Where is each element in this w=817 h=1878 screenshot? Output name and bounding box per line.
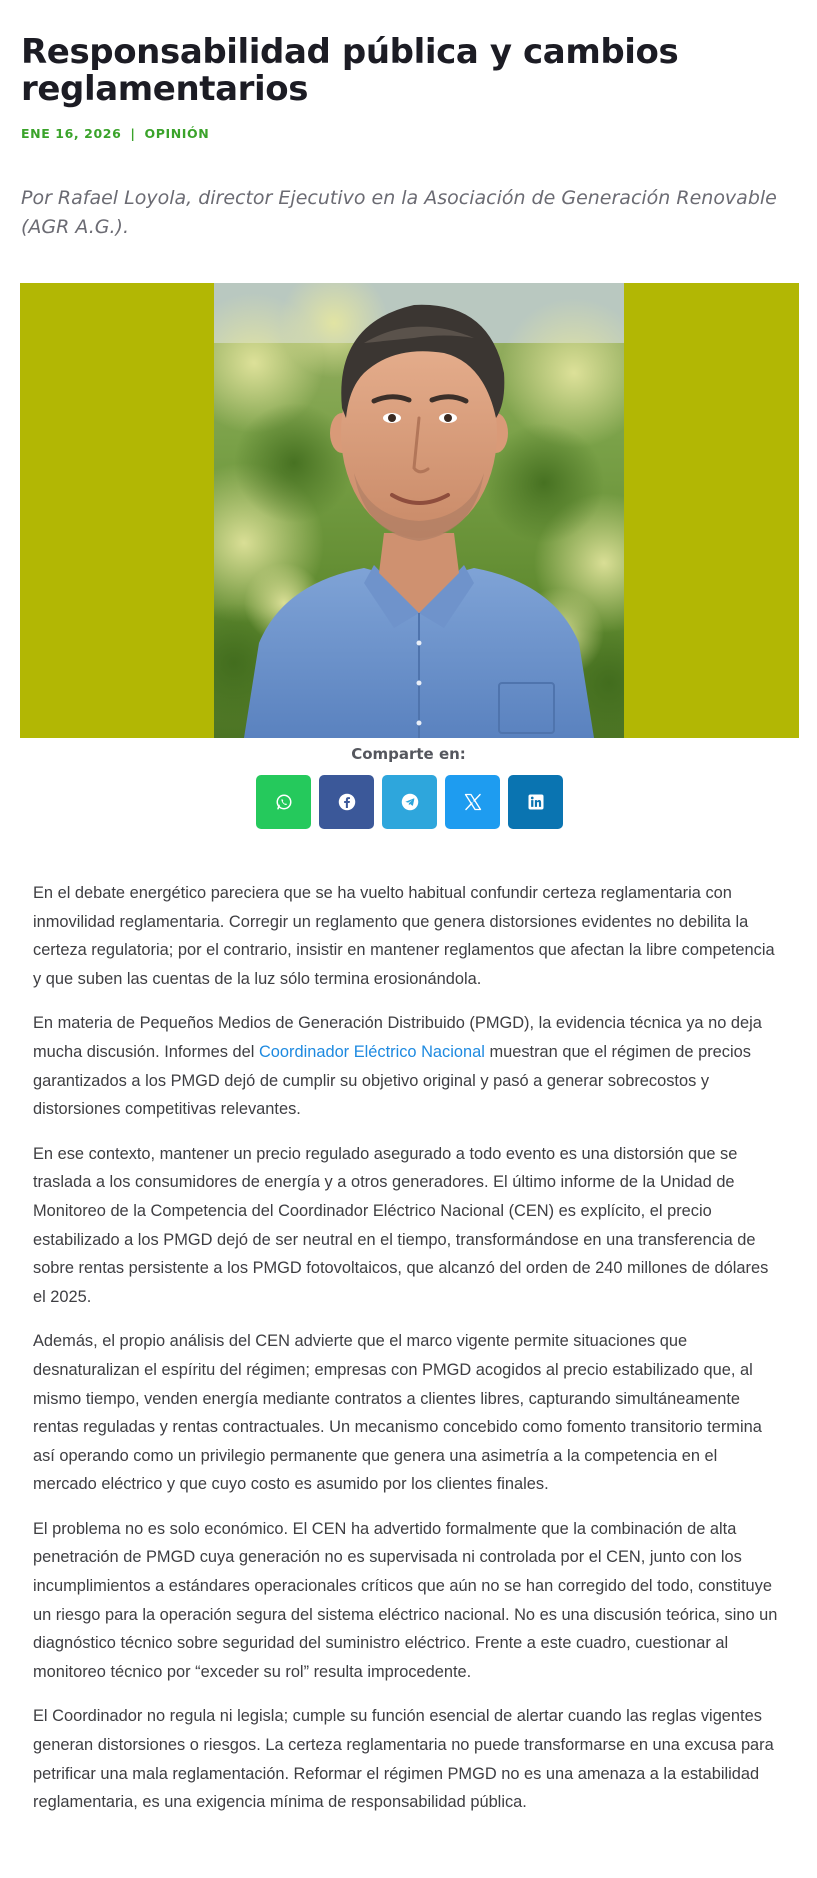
linkedin-icon <box>527 793 545 811</box>
share-telegram-button[interactable] <box>382 775 437 829</box>
meta-separator: | <box>130 126 136 141</box>
author-byline: Por Rafael Loyola, director Ejecutivo en la Asociación de Generación Renovable (AGR A.G.). <box>21 187 777 238</box>
author-photo <box>214 283 624 738</box>
coordinador-link[interactable]: Coordinador Eléctrico Nacional <box>258 1042 485 1061</box>
paragraph-4: Además, el propio análisis del CEN advierte que el marco vigente permite situaciones que desnaturalizan el espíritu del régimen; empresas con PMGD acogidos al precio estabilizado que, al mismo tiempo, venden energía mediante contratos a clientes libres, capturando simultáneamente rentas reguladas y rentas contractuales. Un mecanismo concebido como fomento transitorio termina así operando como un privilegio permanente que genera una asimetría a la competencia en el mercado eléctrico y que cuyo costo es asumido por los clientes finales. <box>33 1332 762 1494</box>
share-whatsapp-button[interactable] <box>256 775 311 829</box>
telegram-icon <box>401 793 419 811</box>
share-buttons <box>256 775 566 829</box>
paragraph-1: En el debate energético pareciera que se ha vuelto habitual confundir certeza reglamentaria con inmovilidad reglamentaria. Corregir un reglamento que genera distorsiones evidentes no debilita la certeza regulatoria; por el contrario, insistir en mantener reglamentos que afectan la libre competencia y que suben las cuentas de la luz sólo termina erosionándola. <box>33 884 775 988</box>
share-label: Comparte en: <box>351 745 466 763</box>
featured-image <box>20 283 799 738</box>
paragraph-2-text-after: muestran que el régimen de precios garantizados a los PMGD dejó de cumplir su objetivo original y pasó a generar sobrecostos y distorsiones competitivas relevantes. <box>33 1042 751 1119</box>
post-meta <box>21 126 209 141</box>
paragraph-6: El Coordinador no regula ni legisla; cumple su función esencial de alertar cuando las reglas vigentes generan distorsiones o riesgos. La certeza reglamentaria no puede transformarse en una excusa para petrificar una mala reglamentación. Reformar el régimen PMGD no es una amenaza a la estabilidad reglamentaria, es una exigencia mínima de responsabilidad pública. <box>33 1707 774 1812</box>
paragraph-2-text-before: En materia de Pequeños Medios de Generación Distribuido (PMGD), la evidencia técnica ya no deja mucha discusión. Informes del <box>33 1014 762 1061</box>
share-facebook-button[interactable] <box>319 775 374 829</box>
paragraph-5: El problema no es solo económico. El CEN ha advertido formalmente que la combinación de alta penetración de PMGD cuya generación no es supervisada ni controlada por el CEN, junto con los incumplimientos a estándares operacionales críticos que aún no se han corregido del todo, constituye un riesgo para la operación segura del sistema eléctrico nacional. No es una discusión teórica, sino un diagnóstico técnico sobre seguridad del suministro eléctrico. Frente a este cuadro, cuestionar al monitoreo técnico por “exceder su rol” resulta improcedente. <box>33 1519 778 1681</box>
facebook-icon <box>338 793 356 811</box>
x-icon <box>463 792 483 812</box>
whatsapp-icon <box>275 793 293 811</box>
post-date: ENE 16, 2026 <box>21 126 122 141</box>
share-linkedin-button[interactable] <box>508 775 563 829</box>
paragraph-2 <box>33 1009 783 1123</box>
article-body <box>33 879 783 1833</box>
page-title: Responsabilidad pública y cambios reglamentarios <box>21 32 679 109</box>
paragraph-3: En ese contexto, mantener un precio regulado asegurado a todo evento es una distorsión que se traslada a los consumidores de energía y a otros generadores. El último informe de la Unidad de Monitoreo de la Competencia del Coordinador Eléctrico Nacional (CEN) es explícito, el precio estabilizado a los PMGD dejó de ser neutral en el tiempo, transformándose en una transferencia de sobre rentas persistente a los PMGD fotovoltaicos, que alcanzó del orden de 240 millones de dólares el 2025. <box>33 1144 769 1306</box>
share-x-button[interactable] <box>445 775 500 829</box>
category-link[interactable]: OPINIÓN <box>144 126 210 141</box>
